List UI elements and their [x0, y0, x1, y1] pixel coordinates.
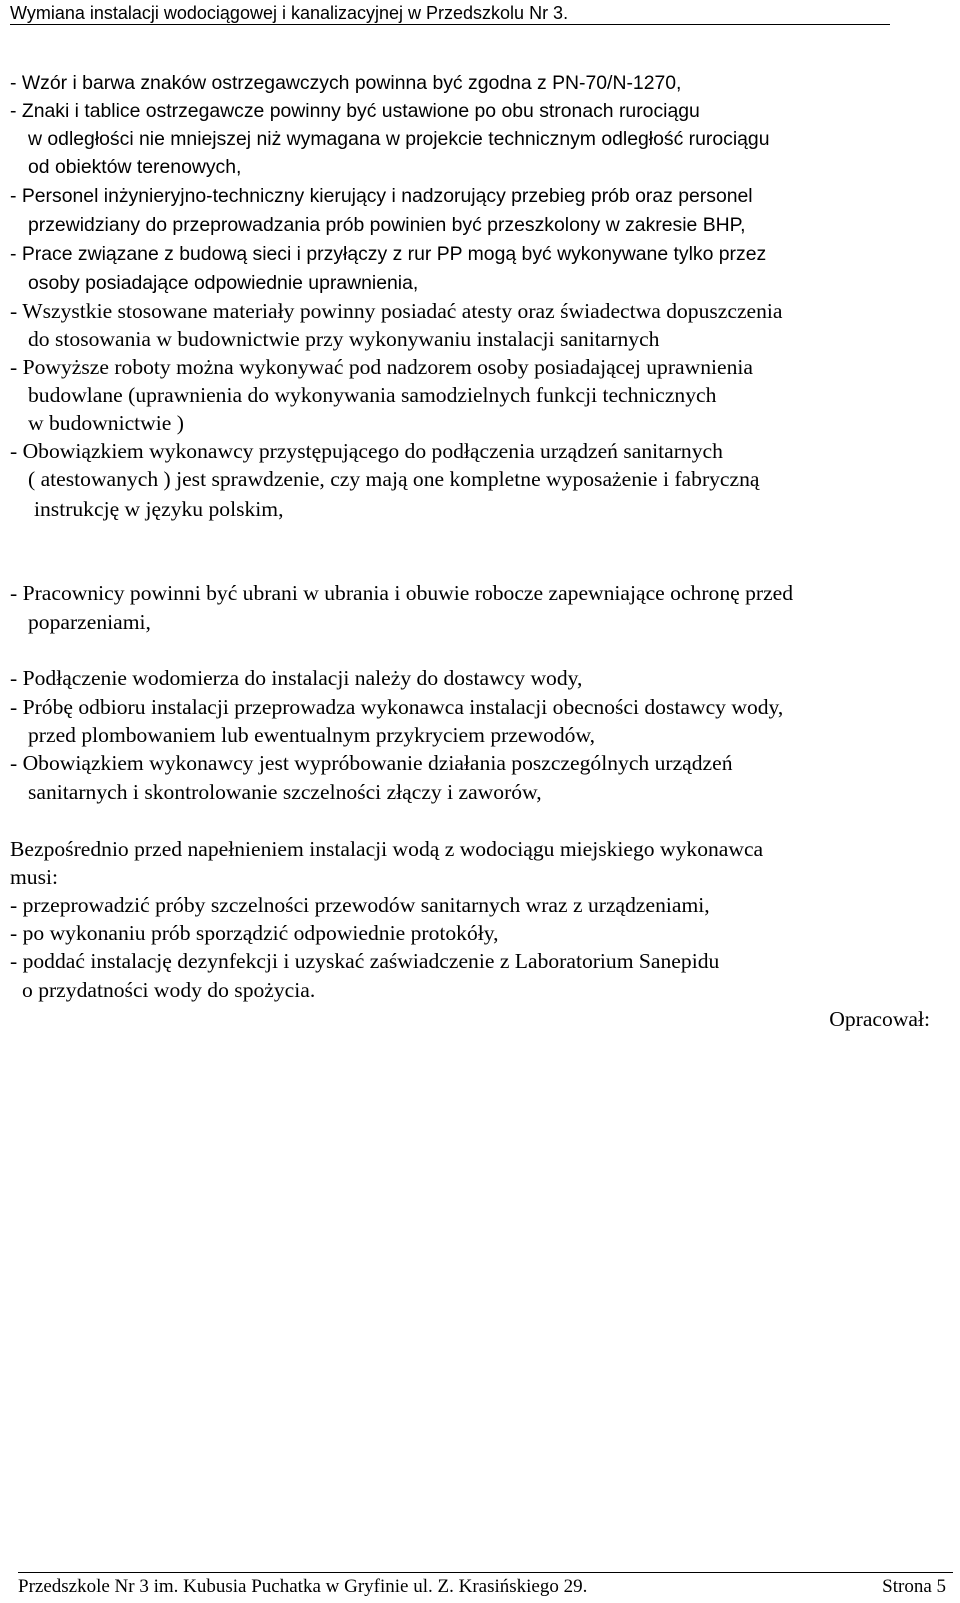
- page-header: Wymiana instalacji wodociągowej i kanalizacyjnej w Przedszkolu Nr 3.: [10, 3, 569, 23]
- signature-label: Opracował:: [829, 1007, 930, 1031]
- text-line: - Pracownicy powinni być ubrani w ubrania i obuwie robocze zapewniające ochronę przed: [10, 581, 794, 605]
- text-line: poparzeniami,: [28, 610, 151, 634]
- text-line: od obiektów terenowych,: [28, 156, 242, 178]
- text-line: - Znaki i tablice ostrzegawcze powinny być ustawione po obu stronach rurociągu: [10, 100, 700, 122]
- text-line: - Obowiązkiem wykonawcy jest wypróbowanie działania poszczególnych urządzeń: [10, 751, 733, 775]
- text-line: - poddać instalację dezynfekcji i uzyskać zaświadczenie z Laboratorium Sanepidu: [10, 949, 720, 973]
- text-line: instrukcję w języku polskim,: [34, 497, 284, 521]
- text-line: - Obowiązkiem wykonawcy przystępującego do podłączenia urządzeń sanitarnych: [10, 439, 723, 463]
- text-line: - Personel inżynieryjno-techniczny kierujący i nadzorujący przebieg prób oraz personel: [10, 185, 753, 207]
- text-line: sanitarnych i skontrolowanie szczelności złączy i zaworów,: [28, 780, 542, 804]
- text-line: - Prace związane z budową sieci i przyłączy z rur PP mogą być wykonywane tylko przez: [10, 243, 767, 265]
- text-line: - po wykonaniu prób sporządzić odpowiednie protokóły,: [10, 921, 499, 945]
- text-line: w budownictwie ): [28, 411, 184, 435]
- footer-address: Przedszkole Nr 3 im. Kubusia Puchatka w Gryfinie ul. Z. Krasińskiego 29.: [18, 1576, 588, 1597]
- text-line: do stosowania w budownictwie przy wykonywaniu instalacji sanitarnych: [28, 327, 660, 351]
- text-line: - Wzór i barwa znaków ostrzegawczych powinna być zgodna z PN-70/N-1270,: [10, 72, 682, 94]
- text-line: - Powyższe roboty można wykonywać pod nadzorem osoby posiadającej uprawnienia: [10, 355, 753, 379]
- footer-rule: [18, 1572, 953, 1573]
- header-rule: [10, 24, 890, 25]
- text-line: - Wszystkie stosowane materiały powinny posiadać atesty oraz świadectwa dopuszczenia: [10, 299, 783, 323]
- text-line: o przydatności wody do spożycia.: [22, 978, 316, 1002]
- text-line: w odległości nie mniejszej niż wymagana w projekcie technicznym odległość rurociągu: [28, 128, 770, 150]
- page-number: Strona 5: [882, 1576, 946, 1597]
- text-line: ( atestowanych ) jest sprawdzenie, czy mają one kompletne wyposażenie i fabryczną: [28, 467, 760, 491]
- text-line: budowlane (uprawnienia do wykonywania samodzielnych funkcji technicznych: [28, 383, 717, 407]
- text-line: - Próbę odbioru instalacji przeprowadza wykonawca instalacji obecności dostawcy wody,: [10, 695, 784, 719]
- text-line: Bezpośrednio przed napełnieniem instalacji wodą z wodociągu miejskiego wykonawca: [10, 837, 764, 861]
- text-line: musi:: [10, 865, 58, 889]
- text-line: - przeprowadzić próby szczelności przewodów sanitarnych wraz z urządzeniami,: [10, 893, 710, 917]
- text-line: - Podłączenie wodomierza do instalacji należy do dostawcy wody,: [10, 666, 583, 690]
- text-line: osoby posiadające odpowiednie uprawnienia,: [28, 272, 419, 294]
- text-line: przed plombowaniem lub ewentualnym przykryciem przewodów,: [28, 723, 596, 747]
- text-line: przewidziany do przeprowadzania prób powinien być przeszkolony w zakresie BHP,: [28, 214, 746, 236]
